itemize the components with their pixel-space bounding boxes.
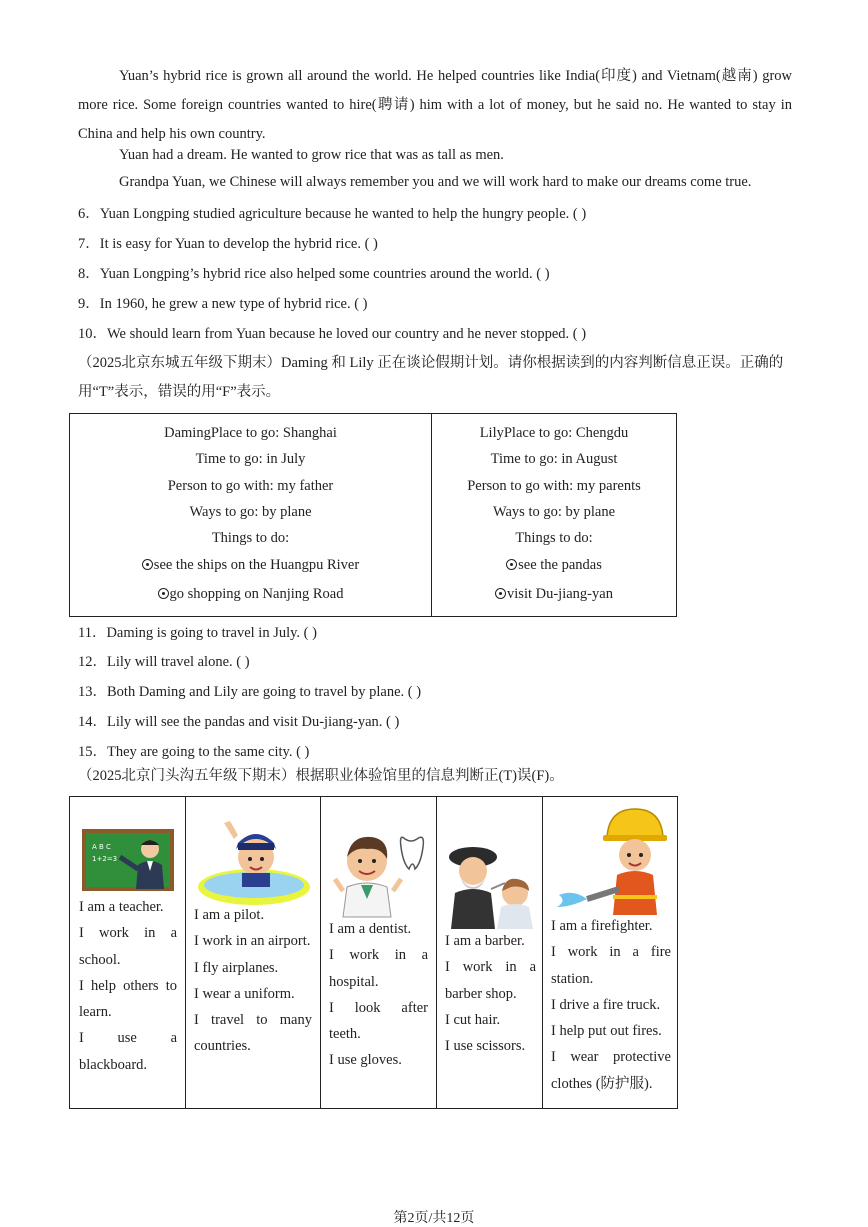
- pilot-description: I am a pilot. I work in an airport. I fly airplanes. I wear a uniform. I travel to many countries.: [194, 907, 312, 1055]
- lily-time: Time to go: in August: [490, 451, 618, 468]
- question-8: 8．Yuan Longping’s hybrid rice also helped some countries around the world. ( ): [78, 266, 550, 282]
- passage-paragraph-3: Grandpa Yuan, we Chinese will always remember you and we will work hard to make our dreams come true.: [119, 174, 752, 190]
- passage-paragraph-2: Yuan had a dream. He wanted to grow rice that was as tall as men.: [119, 147, 504, 163]
- lily-activity-1-text: see the pandas: [518, 557, 602, 574]
- question-12: 12．Lily will travel alone. ( ): [78, 654, 250, 670]
- lily-activity-1: [432, 551, 676, 580]
- job-cell-barber: [437, 797, 543, 1109]
- question-14: 14．Lily will see the pandas and visit Du-jiang-yan. ( ): [78, 714, 400, 730]
- page-footer: 第2页/共12页: [393, 1211, 475, 1226]
- teacher-illustration: [80, 827, 176, 897]
- lily-activity-2-text: visit Du-jiang-yan: [507, 586, 613, 603]
- lily-plan-cell: [432, 414, 677, 617]
- svg-text:1+2=3: 1+2=3: [92, 855, 118, 863]
- pilot-illustration: [194, 817, 310, 907]
- job-cell-teacher: [70, 797, 186, 1109]
- job-cell-firefighter: [543, 797, 678, 1109]
- daming-plan-cell: [70, 414, 432, 617]
- svg-text:A B C: A B C: [92, 843, 111, 851]
- question-11: 11．Daming is going to travel in July. ( ): [78, 625, 317, 641]
- holiday-plan-table: [69, 413, 677, 617]
- question-13: 13．Both Daming and Lily are going to travel by plane. ( ): [78, 684, 422, 700]
- daming-activity-2-text: go shopping on Nanjing Road: [169, 586, 344, 603]
- job-cell-dentist: [321, 797, 437, 1109]
- daming-ways: Ways to go: by plane: [189, 503, 312, 520]
- lily-activity-2: [432, 580, 676, 609]
- question-6: 6．Yuan Longping studied agriculture because he wanted to help the hungry people. ( ): [78, 206, 587, 222]
- daming-time: Time to go: in July: [195, 451, 306, 468]
- circle-dot-icon: [495, 588, 506, 599]
- jobs-table: [69, 796, 678, 1109]
- daming-person: Person to go with: my father: [167, 477, 334, 494]
- job-cell-pilot: [186, 797, 321, 1109]
- firefighter-description: I am a firefighter. I work in a fire station. I drive a fire truck. I help put out fires. I wear protective clothes (防护服).: [551, 918, 671, 1092]
- circle-dot-icon: [506, 559, 517, 570]
- lily-things-heading: Things to do:: [515, 530, 593, 547]
- circle-dot-icon: [158, 588, 169, 599]
- daming-things-heading: Things to do:: [211, 530, 290, 547]
- question-9: 9．In 1960, he grew a new type of hybrid rice. ( ): [78, 296, 368, 312]
- section-3-instructions: （2025北京门头沟五年级下期末）根据职业体验馆里的信息判断正(T)误(F)。: [78, 768, 564, 784]
- lily-place: LilyPlace to go: Chengdu: [479, 425, 629, 441]
- teacher-description: I am a teacher. I work in a school. I help others to learn. I use a blackboard.: [79, 899, 177, 1073]
- dentist-illustration: [327, 829, 431, 919]
- daming-activity-2: [70, 580, 431, 609]
- circle-dot-icon: [142, 559, 153, 570]
- question-7: 7．It is easy for Yuan to develop the hybrid rice. ( ): [78, 236, 378, 252]
- passage-paragraph-1: Yuan’s hybrid rice is grown all around the world. He helped countries like India(印度) and Vietnam(越南) grow more rice. Some foreign countries wanted to hire(聘请) him with a lot of money, but he said no. He wanted to stay in China and help his own country.: [78, 68, 792, 142]
- daming-activity-1: [70, 551, 431, 580]
- question-15: 15．They are going to the same city. ( ): [78, 744, 310, 760]
- question-10: 10．We should learn from Yuan because he loved our country and he never stopped. ( ): [78, 326, 587, 342]
- daming-place: DamingPlace to go: Shanghai: [164, 425, 337, 441]
- lily-person: Person to go with: my parents: [467, 477, 641, 494]
- barber-illustration: [445, 843, 537, 929]
- section-2-instructions: （2025北京东城五年级下期末）Daming 和 Lily 正在谈论假期计划。请你根据读到的内容判断信息正误。正确的用“T”表示，错误的用“F”表示。: [78, 355, 784, 400]
- firefighter-illustration: [553, 803, 673, 917]
- daming-activity-1-text: see the ships on the Huangpu River: [153, 557, 360, 574]
- lily-ways: Ways to go: by plane: [492, 503, 616, 520]
- dentist-description: I am a dentist. I work in a hospital. I look after teeth. I use gloves.: [329, 921, 428, 1069]
- barber-description: I am a barber. I work in a barber shop. I cut hair. I use scissors.: [445, 933, 536, 1055]
